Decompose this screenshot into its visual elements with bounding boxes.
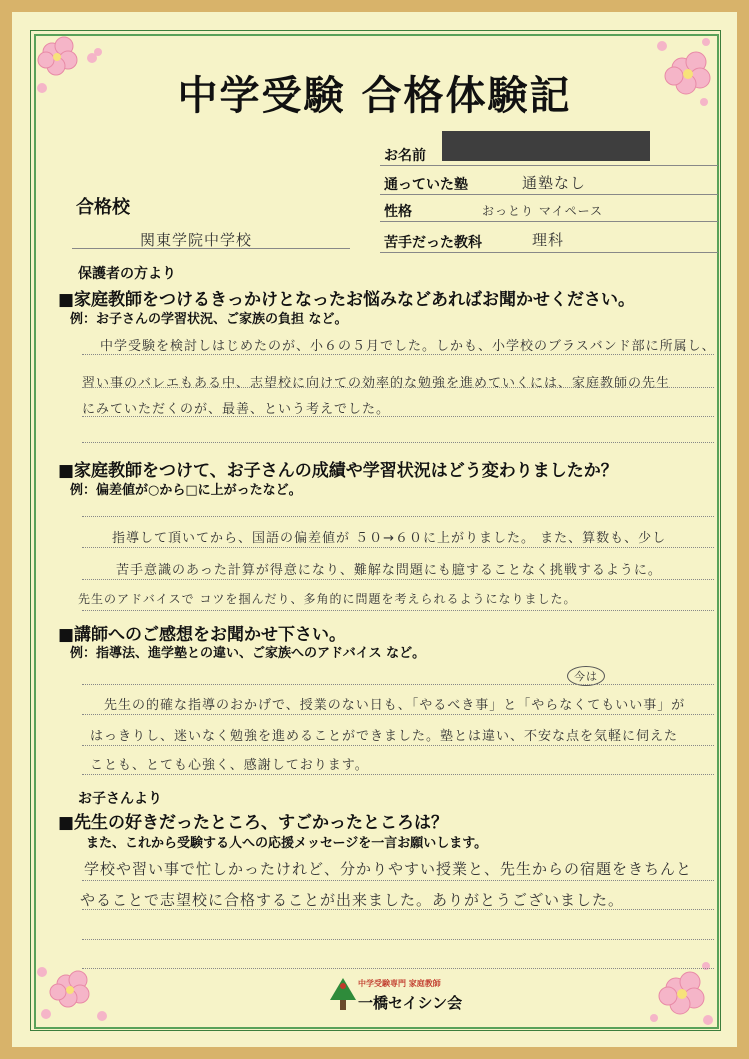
footer-logo [330, 976, 463, 1014]
answer-1-line-3: にみていただくのが、最善、という考えでした。 [82, 402, 391, 417]
question-1: ■家庭教師をつけるきっかけとなったお悩みなどあればお聞かせください。 [58, 290, 636, 310]
juku-underline [380, 194, 718, 195]
answer-1-line-2: 習い事のバレエもある中、志望校に向けての効率的な勉強を進めていくには、家庭教師の先生 [82, 376, 671, 391]
answer-3-line-1: 先生の的確な指導のおかげで、授業のない日も、「やるべき事」と「やらなくてもいい事」が [104, 698, 686, 713]
personality-underline [380, 221, 718, 222]
answer-3-rule [82, 774, 714, 775]
answer-4-rule [82, 909, 714, 910]
answer-2-line-2: 苦手意識のあった計算が得意になり、難解な問題にも臆することなく挑戦するように。 [116, 563, 662, 578]
tree-icon [330, 978, 356, 1012]
answer-3-annotation: 今は [567, 666, 605, 686]
flower-decoration-bottom-left [30, 952, 120, 1032]
answer-2-rule [82, 610, 714, 611]
answer-2-rule [82, 516, 714, 517]
juku-label: 通っていた塾 [384, 177, 468, 193]
footer-tagline: 中学受験専門 家庭教師 [358, 979, 441, 988]
answer-1-rule [82, 416, 714, 417]
footer-brand: 一橋セイシン会 [358, 994, 463, 1012]
school-label: 合格校 [76, 197, 130, 218]
answer-3-rule [82, 745, 714, 746]
answer-4-rule [82, 968, 714, 969]
personality-value: おっとり マイペース [482, 204, 603, 218]
name-redaction [442, 131, 650, 161]
answer-1-line-1: 中学受験を検討しはじめたのが、小６の５月でした。しかも、小学校のブラスバンド部に所属し、 [100, 339, 716, 354]
flower-decoration-bottom-right [640, 952, 720, 1032]
answer-1-rule [82, 354, 714, 355]
question-4: ■先生の好きだったところ、すごかったところは？ [58, 813, 449, 833]
answer-4-line-1: 学校や習い事で忙しかったけれど、分かりやすい授業と、先生からの宿題をきちんと [84, 860, 693, 878]
answer-3-rule [82, 684, 714, 685]
question-3-example: 例：指導法、進学塾との違い、ご家族へのアドバイス など。 [70, 646, 426, 661]
answer-2-line-1: 指導して頂いてから、国語の偏差値が ５０→６０に上がりました。 また、算数も、少し [112, 531, 667, 546]
weak-subject-label: 苦手だった教科 [384, 235, 482, 251]
question-4-sub: また、これから受験する人への応援メッセージを一言お願いします。 [86, 836, 488, 851]
weak-subject-underline [380, 252, 718, 253]
answer-4-rule [82, 939, 714, 940]
answer-1-rule [82, 442, 714, 443]
question-1-example: 例：お子さんの学習状況、ご家族の負担 など。 [70, 312, 348, 327]
answer-1-rule [82, 387, 714, 388]
weak-subject-value: 理科 [532, 231, 565, 249]
question-3: ■講師へのご感想をお聞かせ下さい。 [58, 625, 347, 645]
name-label: お名前 [384, 148, 426, 164]
answer-4-rule [82, 880, 714, 881]
name-underline [380, 165, 718, 166]
answer-2-rule [82, 579, 714, 580]
child-heading: お子さんより [78, 791, 162, 807]
question-2: ■家庭教師をつけて、お子さんの成績や学習状況はどう変わりましたか？ [58, 461, 618, 481]
juku-value: 通塾なし [522, 174, 587, 192]
parent-heading: 保護者の方より [78, 266, 176, 282]
school-value: 関東学院中学校 [140, 231, 253, 249]
answer-3-line-3: ことも、とても心強く、感謝しております。 [90, 758, 369, 773]
answer-2-rule [82, 547, 714, 548]
answer-4-line-2: やることで志望校に合格することが出来ました。ありがとうございました。 [80, 891, 625, 909]
answer-2-line-3: 先生のアドバイスで コツを掴んだり、多角的に問題を考えられるようになりました。 [78, 592, 577, 606]
question-2-example: 例：偏差値が○から□に上がったなど。 [70, 483, 302, 498]
answer-3-line-2: はっきりし、迷いなく勉強を進めることができました。塾とは違い、不安な点を気軽に伺えた [90, 729, 679, 744]
page-title: 中学受験 合格体験記 [177, 73, 572, 119]
school-underline [72, 248, 350, 249]
personality-label: 性格 [384, 204, 412, 220]
answer-3-rule [82, 714, 714, 715]
